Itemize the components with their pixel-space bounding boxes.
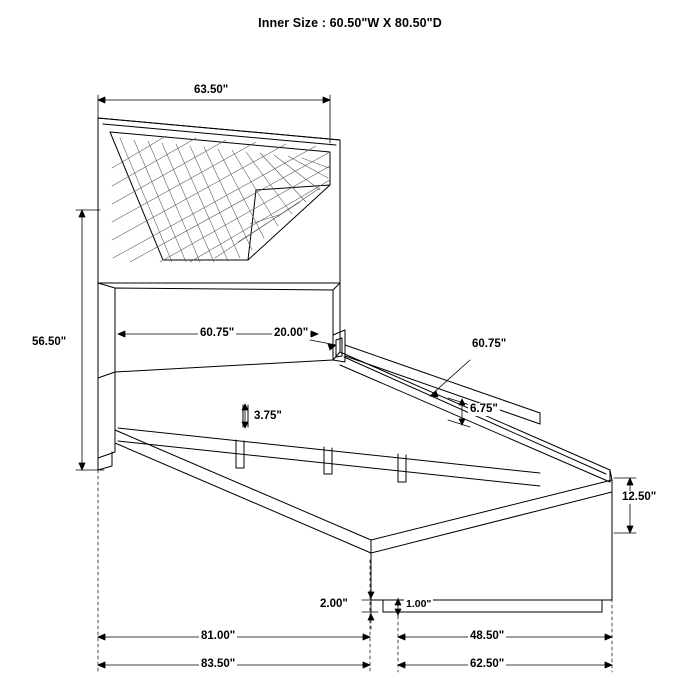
dim-side-depth-outer: 62.50" bbox=[470, 658, 505, 670]
dim-slat-gap: 3.75" bbox=[254, 410, 282, 422]
page-title: Inner Size : 60.50"W X 80.50"D bbox=[258, 16, 442, 30]
dim-foot-clearance: 2.00" bbox=[320, 598, 348, 610]
dim-side-rail-length: 60.75" bbox=[472, 338, 507, 350]
dim-foot-offset: 1.00" bbox=[406, 598, 432, 610]
dim-overall-height: 56.50" bbox=[32, 336, 67, 348]
dim-bed-length-inner: 81.00" bbox=[201, 630, 236, 642]
dim-bed-length-outer: 83.50" bbox=[201, 658, 236, 670]
dim-headboard-width: 63.50" bbox=[194, 84, 229, 96]
dim-headboard-post-height: 20.00" bbox=[274, 327, 309, 339]
dim-footboard-height: 12.50" bbox=[622, 491, 657, 503]
dim-rail-thickness: 6.75" bbox=[470, 403, 498, 415]
dim-side-depth: 48.50" bbox=[470, 630, 505, 642]
dim-headboard-panel-width: 60.75" bbox=[200, 327, 235, 339]
